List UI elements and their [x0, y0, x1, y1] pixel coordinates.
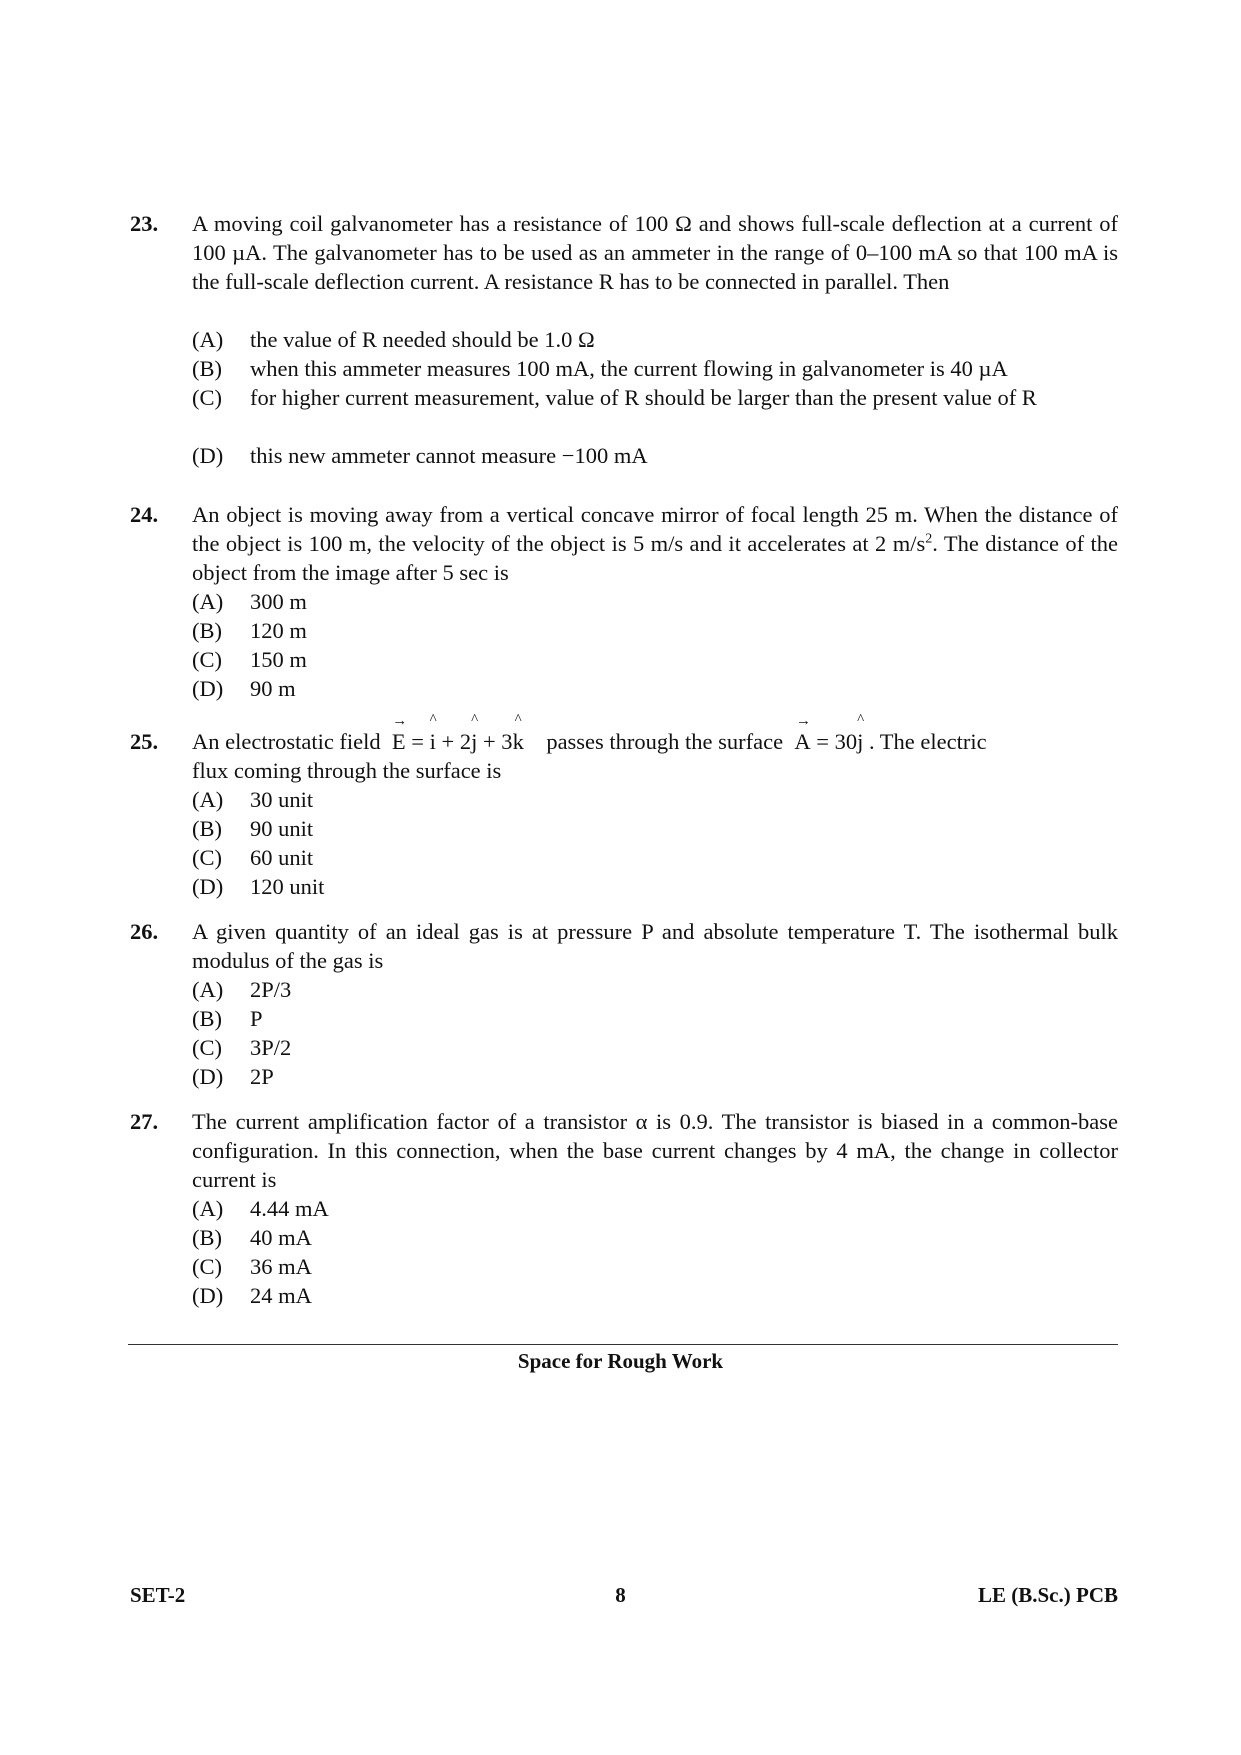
option-text: 60 unit: [250, 845, 314, 870]
question-number: 23.: [130, 211, 159, 236]
option-label: (D): [192, 874, 224, 899]
electric-field-expression: → E = ^ i + 2 ^ j + 3 ^ k: [391, 712, 524, 754]
option-label: (A): [192, 787, 224, 812]
question-text: The current amplification factor of a transistor α is 0.9. The transistor is biased in a common-base configuration. In this connection, when the base current changes by 4 mA, the change in collector current is: [192, 1109, 1118, 1192]
option-label: (C): [192, 1035, 222, 1060]
question-number: 27.: [130, 1109, 159, 1134]
option-text: 2P: [250, 1064, 274, 1089]
option-text: 90 unit: [250, 816, 314, 841]
option-text: 120 unit: [250, 874, 325, 899]
area-vector-expression: → A = 30 ^ j: [794, 712, 865, 754]
option-text: 36 mA: [250, 1254, 312, 1279]
option-label: (A): [192, 327, 224, 352]
option-label: (B): [192, 1225, 222, 1250]
option-text: 150 m: [250, 647, 307, 672]
question-text: An electrostatic field → E = ^ i + 2 ^ j + 3 ^ k passes through the surface → A = 30 ^ j . The electric flux coming through the surface is: [192, 712, 987, 783]
option-label: (C): [192, 845, 222, 870]
option-text: 4.44 mA: [250, 1196, 329, 1221]
option-text: 24 mA: [250, 1283, 312, 1308]
option-label: (B): [192, 356, 222, 381]
question-text: An object is moving away from a vertical concave mirror of focal length 25 m. When the distance of the object is 100 m, the velocity of the object is 5 m/s and it accelerates at 2 $m/s^2$. The distance of the object from the image after 5 sec is: [192, 502, 1118, 585]
option-text: this new ammeter cannot measure −100 mA: [250, 443, 648, 468]
option-text: 120 m: [250, 618, 307, 643]
option-text: 300 m: [250, 589, 307, 614]
option-text: 30 unit: [250, 787, 314, 812]
option-label: (D): [192, 1064, 224, 1089]
option-label: (B): [192, 816, 222, 841]
section-divider: [128, 1344, 1118, 1345]
question-number: 24.: [130, 502, 159, 527]
rough-work-heading: Space for Rough Work: [517, 1349, 724, 1373]
question-number: 26.: [130, 919, 159, 944]
option-label: (B): [192, 1006, 222, 1031]
page-number: 8: [615, 1583, 626, 1607]
option-label: (D): [192, 1283, 224, 1308]
option-text: the value of R needed should be 1.0 Ω: [250, 327, 595, 352]
option-text: when this ammeter measures 100 mA, the current flowing in galvanometer is 40 µA: [250, 356, 1008, 381]
question-text: A given quantity of an ideal gas is at pressure P and absolute temperature T. The isothermal bulk modulus of the gas is: [192, 919, 1118, 973]
option-text: 2P/3: [250, 977, 292, 1002]
question-text: A moving coil galvanometer has a resistance of 100 Ω and shows full-scale deflection at a current of 100 µA. The galvanometer has to be used as an ammeter in the range of 0–100 mA so that 100 mA is the full-scale deflection current. A resistance R has to be connected in parallel. Then: [192, 211, 1118, 294]
question-number: 25.: [130, 729, 159, 754]
option-text: 90 m: [250, 676, 296, 701]
option-text: 40 mA: [250, 1225, 312, 1250]
option-label: (A): [192, 977, 224, 1002]
option-text: P: [250, 1006, 263, 1031]
option-label: (A): [192, 589, 224, 614]
option-text: 3P/2: [250, 1035, 292, 1060]
option-label: (C): [192, 647, 222, 672]
option-label: (D): [192, 443, 224, 468]
option-label: (C): [192, 1254, 222, 1279]
option-label: (A): [192, 1196, 224, 1221]
option-text: for higher current measurement, value of R should be larger than the present value of R: [250, 385, 1037, 410]
option-label: (D): [192, 676, 224, 701]
footer-set-label: SET-2: [130, 1583, 186, 1607]
option-label: (B): [192, 618, 222, 643]
footer-exam-label: LE (B.Sc.) PCB: [977, 1583, 1118, 1607]
option-label: (C): [192, 385, 222, 410]
